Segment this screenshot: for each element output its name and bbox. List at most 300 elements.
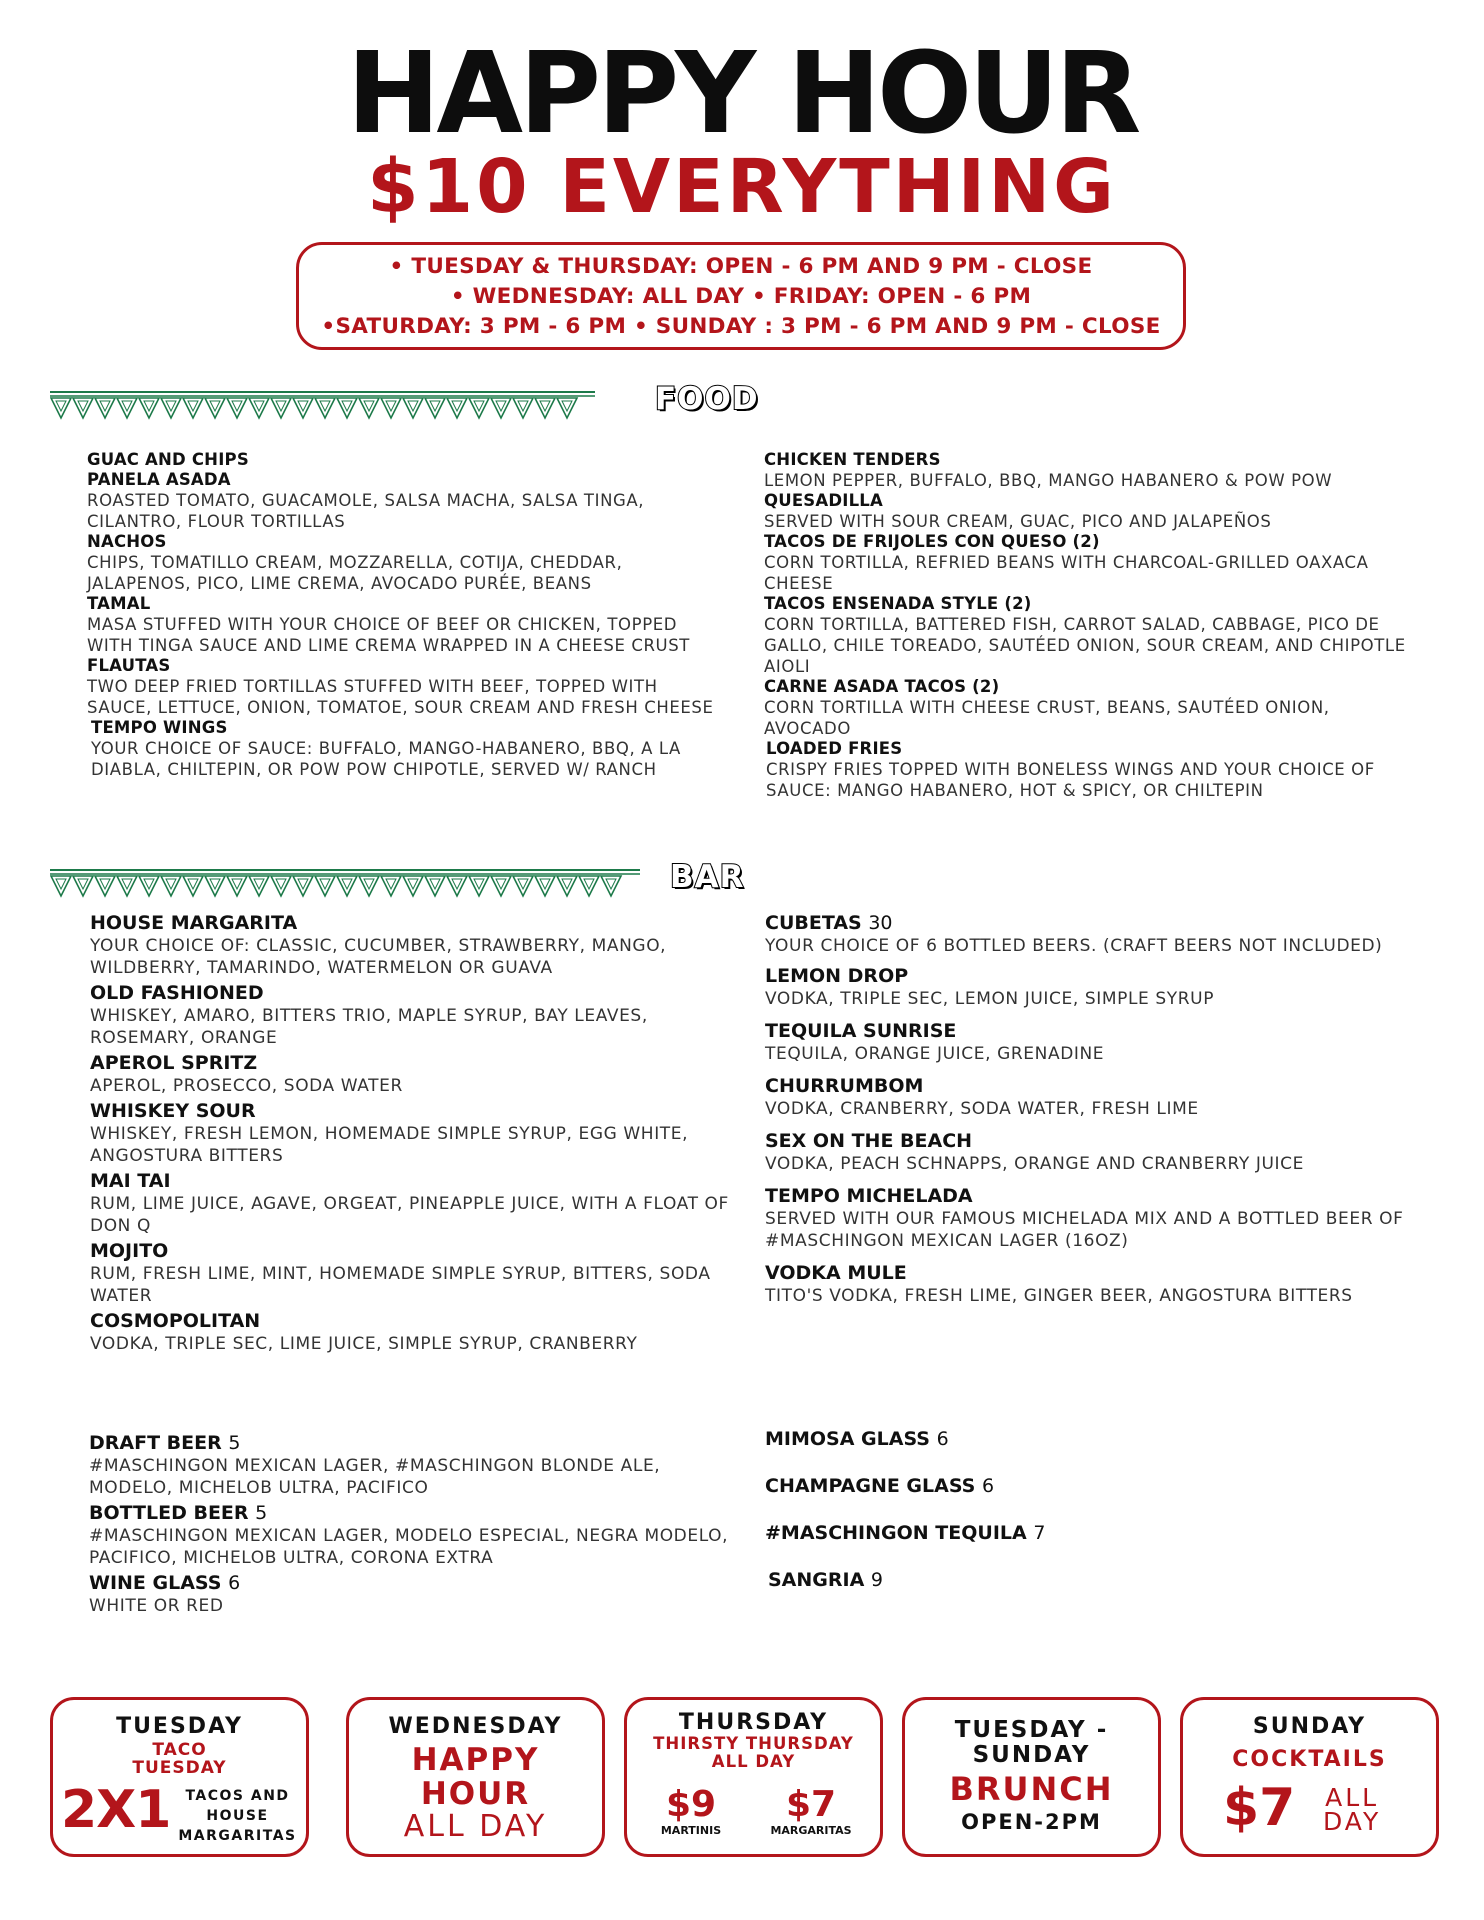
pattern-stroke [1112, 1401, 1122, 1411]
pattern-stroke [945, 876, 965, 896]
menu-item [87, 450, 727, 470]
item-desc: WHISKEY, AMARO, BITTERS TRIO, MAPLE SYRUP, BAY LEAVES, ROSEMARY, ORANGE [90, 1006, 648, 1048]
pattern-stroke [1029, 401, 1039, 411]
pattern-stroke [755, 1398, 775, 1418]
pattern-stroke [408, 1401, 418, 1411]
pattern-stroke [1283, 1398, 1303, 1418]
item-desc: TWO DEEP FRIED TORTILLAS STUFFED WITH BEEF, TOPPED WITH SAUCE, LETTUCE, ONION, TOMATOE, SOUR CREAM AND FRESH CHEESE [87, 677, 714, 717]
pattern-stroke [1324, 879, 1334, 889]
pattern-stroke [298, 1401, 308, 1411]
pattern-stroke [315, 1398, 335, 1418]
pattern-stroke [1085, 1398, 1105, 1418]
pattern-stroke [831, 401, 841, 411]
page-subtitle: $10 EVERYTHING [367, 144, 1117, 230]
pattern-stroke [1244, 398, 1264, 418]
item-name [765, 1522, 1405, 1545]
pattern-stroke [474, 1401, 484, 1411]
pattern-stroke [122, 1401, 132, 1411]
pattern-stroke [813, 876, 833, 896]
card-detail: TACOS AND HOUSE MARGARITAS [178, 1788, 297, 1844]
hours-line: • WEDNESDAY: ALL DAY • FRIDAY: OPEN - 6 PM [450, 284, 1032, 309]
pattern-stroke [936, 1401, 946, 1411]
pattern-stroke [1249, 401, 1259, 411]
item-name: GUAC AND CHIPS [87, 450, 249, 469]
pattern-stroke [557, 1398, 577, 1418]
pattern-stroke [254, 1401, 264, 1411]
pattern-stroke [887, 1398, 907, 1418]
food-left-column [87, 450, 731, 780]
food-right-column [764, 450, 1416, 801]
pattern-stroke [1332, 1401, 1342, 1411]
pattern-stroke [1090, 398, 1110, 418]
pattern-stroke [73, 1398, 93, 1418]
bar-right-column [765, 912, 1405, 1307]
pattern-stroke [733, 1398, 753, 1418]
pattern-stroke [606, 1401, 616, 1411]
pattern-stroke [958, 398, 978, 418]
pattern-stroke [1354, 398, 1374, 418]
pattern-stroke [1033, 876, 1053, 896]
pattern-stroke [1195, 1398, 1215, 1418]
pattern-stroke [862, 879, 872, 889]
item-name [89, 1502, 729, 1525]
pattern-stroke [1161, 401, 1171, 411]
pattern-stroke [1178, 398, 1198, 418]
pattern-stroke [1346, 879, 1356, 889]
pattern-stroke [1148, 879, 1158, 889]
pattern-stroke [623, 1398, 643, 1418]
item-name-text: CUBETAS [765, 912, 862, 934]
food-section-label: FOOD [655, 381, 759, 417]
pattern-stroke [1046, 398, 1066, 418]
pattern-stroke [540, 1401, 550, 1411]
pattern-stroke [997, 1398, 1017, 1418]
card-title: TACO TUESDAY [132, 1740, 227, 1778]
item-price: 5 [255, 1502, 268, 1524]
menu-item [765, 1475, 1405, 1498]
pattern-stroke [1293, 401, 1303, 411]
menu-item [765, 1522, 1405, 1545]
pattern-stroke [994, 879, 1004, 889]
pattern-stroke [919, 401, 929, 411]
menu-item [90, 982, 730, 1049]
item-name: TEMPO WINGS [91, 718, 228, 737]
pattern-stroke [1288, 398, 1308, 418]
menu-item [766, 739, 1416, 801]
menu-item [764, 491, 1414, 532]
menu-item [89, 1432, 729, 1499]
pattern-stroke [906, 879, 916, 889]
card-price: $7 [1223, 1778, 1296, 1838]
pattern-stroke [1099, 876, 1119, 896]
pattern-stroke [645, 1398, 665, 1418]
pattern-stroke [950, 879, 960, 889]
pattern-stroke [1151, 1398, 1171, 1418]
pattern-stroke [342, 1401, 352, 1411]
card-offer-martinis [641, 1786, 741, 1837]
menu-item [765, 1428, 1405, 1451]
drinks-right-column [765, 1428, 1408, 1592]
pattern-stroke [848, 1401, 858, 1411]
item-desc: CORN TORTILLA, REFRIED BEANS WITH CHARCOAL-GRILLED OAXACA CHEESE [764, 553, 1369, 593]
pattern-stroke [857, 876, 877, 896]
item-name: TEQUILA SUNRISE [765, 1020, 957, 1042]
pattern-stroke [364, 1401, 374, 1411]
menu-item [89, 1502, 729, 1569]
pattern-stroke [579, 1398, 599, 1418]
pattern-stroke [1297, 876, 1317, 896]
item-name: FLAUTAS [87, 656, 171, 675]
item-price: 9 [870, 1569, 884, 1591]
pattern-stroke [1170, 879, 1180, 889]
pattern-stroke [1371, 1398, 1391, 1418]
pattern-stroke [1236, 879, 1246, 889]
item-desc: ROASTED TOMATO, GUACAMOLE, SALSA MACHA, SALSA TINGA, CILANTRO, FLOUR TORTILLAS [87, 491, 645, 531]
pattern-stroke [853, 401, 863, 411]
pattern-stroke [1187, 876, 1207, 896]
pattern-stroke [452, 1401, 462, 1411]
item-name: PANELA ASADA [87, 470, 231, 489]
card-all-day [1323, 1783, 1382, 1836]
item-desc: RUM, LIME JUICE, AGAVE, ORGEAT, PINEAPPLE JUICE, WITH A FLOAT OF DON Q [90, 1194, 729, 1236]
pattern-stroke [1349, 1398, 1369, 1418]
special-card-thursday [624, 1697, 883, 1857]
menu-item [90, 1170, 730, 1237]
pattern-stroke [1271, 401, 1281, 411]
pattern-stroke [1217, 1398, 1237, 1418]
pattern-stroke [628, 1401, 638, 1411]
pattern-stroke [1258, 879, 1268, 889]
pattern-stroke [513, 1398, 533, 1418]
food-banner-left-green [50, 390, 595, 420]
pattern-stroke [1002, 1401, 1012, 1411]
menu-item [768, 1569, 1408, 1592]
menu-item [90, 1310, 730, 1355]
pattern-stroke [967, 876, 987, 896]
pattern-stroke [1055, 876, 1075, 896]
special-card-tuesday [50, 1697, 309, 1857]
card-sub: OPEN-2PM [961, 1810, 1102, 1834]
pattern-stroke [1376, 398, 1396, 418]
pattern-stroke [1104, 879, 1114, 889]
menu-item [87, 470, 727, 532]
bar-left-column [90, 912, 730, 1355]
pattern-stroke [249, 1398, 269, 1418]
pattern-stroke [1359, 401, 1369, 411]
pattern-stroke [941, 401, 951, 411]
item-desc: TITO'S VODKA, FRESH LIME, GINGER BEER, ANGOSTURA BITTERS [765, 1286, 1353, 1306]
pattern-stroke [1253, 876, 1273, 896]
item-price: 30 [868, 912, 893, 934]
drinks-banner-red [50, 1390, 1430, 1420]
pattern-stroke [1134, 1401, 1144, 1411]
pattern-stroke [166, 1401, 176, 1411]
item-name: MOJITO [90, 1240, 169, 1262]
pattern-stroke [799, 1398, 819, 1418]
item-desc: WHISKEY, FRESH LEMON, HOMEMADE SIMPLE SYRUP, EGG WHITE, ANGOSTURA BITTERS [90, 1124, 689, 1166]
pattern-stroke [1332, 398, 1352, 418]
item-name: MAI TAI [90, 1170, 171, 1192]
pattern-stroke [1222, 398, 1242, 418]
pattern-stroke [1129, 1398, 1149, 1418]
item-name: CHURRUMBOM [765, 1075, 924, 1097]
pattern-stroke [430, 1401, 440, 1411]
pattern-stroke [901, 876, 921, 896]
card-offer-margaritas [751, 1786, 871, 1837]
pattern-stroke [1090, 1401, 1100, 1411]
menu-item [91, 718, 731, 780]
item-name [89, 1432, 729, 1455]
item-name [765, 1475, 1405, 1498]
item-price: 7 [1033, 1522, 1046, 1544]
pattern-stroke [1200, 398, 1220, 418]
bar-banner-left-green [50, 868, 640, 898]
pattern-stroke [1302, 879, 1312, 889]
item-name: QUESADILLA [764, 491, 883, 510]
item-name: HOUSE MARGARITA [90, 912, 298, 934]
item-desc: VODKA, CRANBERRY, SODA WATER, FRESH LIME [765, 1099, 1199, 1119]
pattern-stroke [95, 1398, 115, 1418]
hours-line: • TUESDAY & THURSDAY: OPEN - 6 PM AND 9 PM - CLOSE [389, 254, 1093, 279]
pattern-stroke [892, 1401, 902, 1411]
pattern-stroke [1310, 1401, 1320, 1411]
pattern-stroke [892, 398, 912, 418]
pattern-stroke [210, 1401, 220, 1411]
pattern-stroke [672, 1401, 682, 1411]
pattern-stroke [1107, 1398, 1127, 1418]
item-name: LEMON DROP [765, 965, 909, 987]
pattern-stroke [958, 1401, 968, 1411]
item-name: CHICKEN TENDERS [764, 450, 941, 469]
pattern-stroke [1288, 1401, 1298, 1411]
pattern-stroke [1390, 879, 1400, 889]
pattern-stroke [1024, 398, 1044, 418]
item-desc: YOUR CHOICE OF 6 BOTTLED BEERS. (CRAFT BEERS NOT INCLUDED) [765, 936, 1383, 956]
pattern-stroke [1209, 876, 1229, 896]
pattern-stroke [870, 398, 890, 418]
item-name [89, 1572, 729, 1595]
item-name: LOADED FRIES [766, 739, 903, 758]
item-desc: CORN TORTILLA WITH CHEESE CRUST, BEANS, SAUTÉED ONION, AVOCADO [764, 698, 1330, 738]
pattern-stroke [1398, 398, 1418, 418]
pattern-stroke [1051, 401, 1061, 411]
pattern-stroke [796, 879, 806, 889]
menu-item [89, 1572, 729, 1617]
pattern-stroke [884, 879, 894, 889]
pattern-stroke [791, 876, 811, 896]
pattern-stroke [1227, 401, 1237, 411]
special-card-sunday [1180, 1697, 1439, 1857]
item-name-text: BOTTLED BEER [89, 1502, 249, 1524]
pattern-stroke [1112, 398, 1132, 418]
pattern-stroke [1244, 1401, 1254, 1411]
pattern-stroke [870, 1401, 880, 1411]
pattern-stroke [1173, 1398, 1193, 1418]
pattern-stroke [923, 876, 943, 896]
pattern-stroke [1393, 1398, 1413, 1418]
pattern-stroke [584, 1401, 594, 1411]
pattern-stroke [518, 1401, 528, 1411]
pattern-stroke [1038, 879, 1048, 889]
pattern-stroke [56, 1401, 66, 1411]
item-desc: #MASCHINGON MEXICAN LAGER, #MASCHINGON BLONDE ALE, MODELO, MICHELOB ULTRA, PACIFICO [89, 1456, 661, 1498]
pattern-stroke [1019, 1398, 1039, 1418]
pattern-stroke [914, 1401, 924, 1411]
pattern-stroke [447, 1398, 467, 1418]
pattern-stroke [1200, 1401, 1210, 1411]
item-desc: YOUR CHOICE OF: CLASSIC, CUCUMBER, STRAWBERRY, MANGO, WILDBERRY, TAMARINDO, WATERMELON OR GUAVA [90, 936, 667, 978]
pattern-stroke [1060, 879, 1070, 889]
item-name: NACHOS [87, 532, 167, 551]
pattern-stroke [1222, 1401, 1232, 1411]
pattern-stroke [232, 1401, 242, 1411]
item-name: TACOS ENSENADA STYLE (2) [764, 594, 1032, 613]
card-title: BRUNCH [949, 1770, 1114, 1808]
pattern-stroke [1214, 879, 1224, 889]
item-desc: LEMON PEPPER, BUFFALO, BBQ, MANGO HABANERO & POW POW [764, 471, 1333, 490]
menu-item [765, 1185, 1405, 1252]
special-card-brunch [902, 1697, 1161, 1857]
menu-item [764, 594, 1414, 677]
pattern-stroke [1319, 876, 1339, 896]
menu-item [765, 912, 1405, 957]
pattern-stroke [1063, 1398, 1083, 1418]
pattern-stroke [1041, 1398, 1061, 1418]
pattern-stroke [1412, 879, 1422, 889]
menu-item [765, 1130, 1405, 1175]
pattern-stroke [320, 1401, 330, 1411]
card-day: WEDNESDAY [388, 1714, 563, 1739]
pattern-stroke [738, 1401, 748, 1411]
item-name-text: WINE GLASS [89, 1572, 222, 1594]
card-line: ALL DAY [403, 1809, 548, 1844]
pattern-stroke [928, 879, 938, 889]
pattern-stroke [1398, 1401, 1408, 1411]
pattern-stroke [1266, 398, 1286, 418]
pattern-stroke [931, 1398, 951, 1418]
menu-item [765, 1075, 1405, 1120]
pattern-stroke [840, 879, 850, 889]
bar-section-label: BAR [670, 859, 745, 895]
pattern-stroke [1068, 1401, 1078, 1411]
item-desc: WHITE OR RED [89, 1596, 224, 1616]
item-name-text: DRAFT BEER [89, 1432, 222, 1454]
menu-item [90, 1240, 730, 1307]
hours-line: •SATURDAY: 3 PM - 6 PM • SUNDAY : 3 PM - 6 PM AND 9 PM - CLOSE [321, 314, 1161, 339]
item-name: SEX ON THE BEACH [765, 1130, 973, 1152]
pattern-stroke [1077, 876, 1097, 896]
item-name [765, 912, 1405, 935]
pattern-stroke [848, 398, 868, 418]
pattern-stroke [1310, 398, 1330, 418]
pattern-stroke [425, 1398, 445, 1418]
card-price: $9 [665, 1784, 717, 1825]
pattern-stroke [972, 879, 982, 889]
pattern-stroke [1011, 876, 1031, 896]
menu-item [765, 1020, 1405, 1065]
pattern-stroke [875, 401, 885, 411]
pattern-stroke [1261, 1398, 1281, 1418]
card-title: THIRSTY THURSDAY [653, 1734, 854, 1753]
pattern-stroke [1156, 1401, 1166, 1411]
pattern-stroke [1002, 398, 1022, 418]
menu-item [764, 532, 1414, 594]
pattern-stroke [469, 1398, 489, 1418]
pattern-stroke [1231, 876, 1251, 896]
pattern-stroke [601, 1398, 621, 1418]
pattern-stroke [821, 1398, 841, 1418]
pattern-stroke [989, 876, 1009, 896]
pattern-stroke [1280, 879, 1290, 889]
pattern-stroke [205, 1398, 225, 1418]
pattern-stroke [1315, 401, 1325, 411]
pattern-stroke [760, 1401, 770, 1411]
menu-item [764, 677, 1414, 739]
pattern-stroke [271, 1398, 291, 1418]
pattern-stroke [1143, 876, 1163, 896]
pattern-stroke [496, 1401, 506, 1411]
item-desc: APEROL, PROSECCO, SODA WATER [90, 1076, 403, 1096]
card-day: THURSDAY [678, 1710, 829, 1735]
pattern-stroke [337, 1398, 357, 1418]
item-name-text: SANGRIA [768, 1569, 865, 1591]
pattern-stroke [78, 1401, 88, 1411]
item-name: VODKA MULE [765, 1262, 907, 1284]
pattern-stroke [909, 1398, 929, 1418]
pattern-stroke [953, 1398, 973, 1418]
item-price: 6 [981, 1475, 995, 1497]
pattern-stroke [975, 1398, 995, 1418]
pattern-stroke [689, 1398, 709, 1418]
pattern-stroke [188, 1401, 198, 1411]
item-desc: SERVED WITH SOUR CREAM, GUAC, PICO AND JALAPEÑOS [764, 512, 1272, 531]
pattern-stroke [139, 1398, 159, 1418]
menu-item [765, 1262, 1405, 1307]
card-all: ALL [1325, 1783, 1380, 1812]
item-name: APEROL SPRITZ [90, 1052, 258, 1074]
item-desc: RUM, FRESH LIME, MINT, HOMEMADE SIMPLE SYRUP, BITTERS, SODA WATER [90, 1264, 711, 1306]
hours-box [296, 242, 1186, 350]
pattern-stroke [936, 398, 956, 418]
pattern-stroke [293, 1398, 313, 1418]
pattern-stroke [359, 1398, 379, 1418]
bar-banner-right-red [790, 868, 1430, 898]
pattern-stroke [276, 1401, 286, 1411]
pattern-stroke [1205, 401, 1215, 411]
item-price: 5 [228, 1432, 241, 1454]
card-title: COCKTAILS [1232, 1747, 1387, 1772]
pattern-stroke [667, 1398, 687, 1418]
item-desc: CORN TORTILLA, BATTERED FISH, CARROT SALAD, CABBAGE, PICO DE GALLO, CHILE TOREADO, SAUTÉED ONION, SOUR CREAM, AND CHIPOTLE AIOLI [764, 615, 1406, 676]
pattern-stroke [161, 1398, 181, 1418]
item-desc: VODKA, TRIPLE SEC, LIME JUICE, SIMPLE SYRUP, CRANBERRY [90, 1334, 638, 1354]
pattern-stroke [980, 1401, 990, 1411]
pattern-stroke [914, 398, 934, 418]
menu-item [764, 450, 1414, 491]
pattern-stroke [51, 1398, 71, 1418]
pattern-stroke [782, 1401, 792, 1411]
item-name: WHISKEY SOUR [90, 1100, 256, 1122]
item-desc: CRISPY FRIES TOPPED WITH BONELESS WINGS AND YOUR CHOICE OF SAUCE: MANGO HABANERO, HOT & SPICY, OR CHILTEPIN [766, 760, 1375, 800]
item-desc: #MASCHINGON MEXICAN LAGER, MODELO ESPECIAL, NEGRA MODELO, PACIFICO, MICHELOB ULTRA, CORONA EXTRA [89, 1526, 729, 1568]
item-name: CARNE ASADA TACOS (2) [764, 677, 1000, 696]
item-desc: CHIPS, TOMATILLO CREAM, MOZZARELLA, COTIJA, CHEDDAR, JALAPENOS, PICO, LIME CREMA, AVOCADO PURÉE, BEANS [87, 553, 623, 593]
card-line: HOUR [420, 1776, 531, 1812]
pattern-stroke [100, 1401, 110, 1411]
item-desc: TEQUILA, ORANGE JUICE, GRENADINE [765, 1044, 1105, 1064]
item-name: TACOS DE FRIJOLES CON QUESO (2) [764, 532, 1100, 551]
pattern-stroke [826, 1401, 836, 1411]
